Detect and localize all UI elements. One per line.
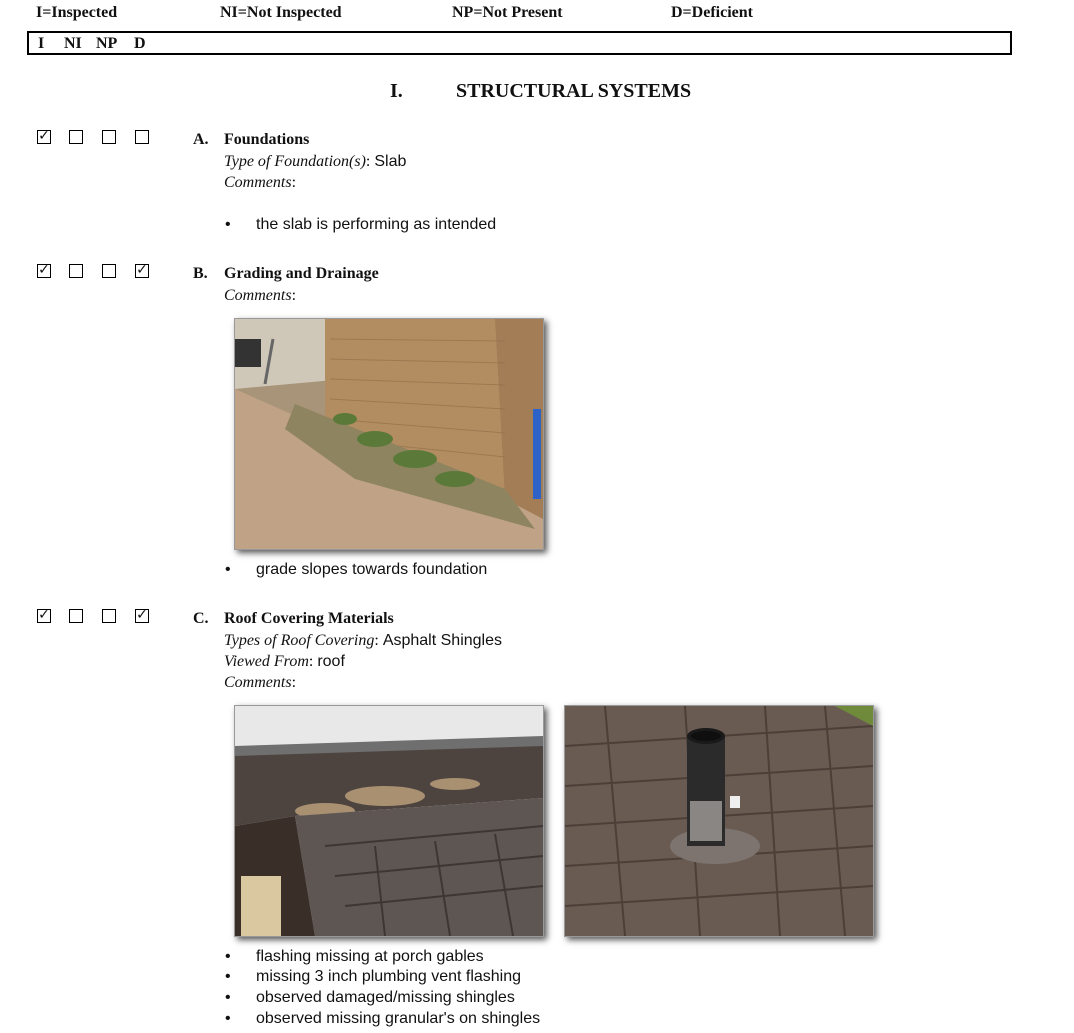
field-foundation-type: Type of Foundation(s): Slab (224, 153, 407, 170)
column-d: D (134, 35, 146, 52)
list-item: • missing 3 inch plumbing vent flashing (256, 968, 521, 986)
item-title: Roof Covering Materials (224, 610, 394, 627)
legend-not-present: NP=Not Present (452, 4, 563, 21)
column-ni: NI (64, 35, 82, 52)
item-title: Foundations (224, 131, 310, 148)
roof-flashing-photo-image (235, 706, 543, 936)
list-item: • observed damaged/missing shingles (256, 989, 515, 1007)
field-comments: Comments: (224, 174, 297, 191)
checkbox-not-present[interactable] (102, 130, 116, 144)
checkbox-inspected[interactable]: ✓ (38, 262, 50, 278)
section-title: STRUCTURAL SYSTEMS (456, 80, 692, 102)
checkbox-deficient[interactable]: ✓ (136, 607, 148, 623)
item-title: Grading and Drainage (224, 265, 379, 282)
legend-not-inspected: NI=Not Inspected (220, 4, 342, 21)
plumbing-vent-photo-image (565, 706, 873, 936)
legend-deficient: D=Deficient (671, 4, 753, 21)
field-comments: Comments: (224, 287, 297, 304)
field-roof-type: Types of Roof Covering: Asphalt Shingles (224, 632, 502, 649)
grading-photo-image (235, 319, 543, 549)
section-number: I. (390, 80, 403, 102)
column-np: NP (96, 35, 118, 52)
checkbox-not-inspected[interactable] (69, 130, 83, 144)
checkbox-deficient[interactable]: ✓ (136, 262, 148, 278)
checkbox-not-present[interactable] (102, 609, 116, 623)
list-item: • grade slopes towards foundation (256, 561, 487, 579)
legend-inspected: I=Inspected (36, 4, 118, 21)
list-item: • observed missing granular's on shingles (256, 1010, 540, 1028)
field-comments: Comments: (224, 674, 297, 691)
list-item: • the slab is performing as intended (256, 216, 496, 234)
field-viewed-from: Viewed From: roof (224, 653, 345, 670)
roof-flashing-photo (234, 705, 544, 937)
item-letter: A. (193, 131, 209, 148)
list-item: • flashing missing at porch gables (256, 948, 484, 966)
column-header-bar (27, 31, 1012, 55)
checkbox-inspected[interactable]: ✓ (38, 607, 50, 623)
item-letter: C. (193, 610, 209, 627)
checkbox-not-present[interactable] (102, 264, 116, 278)
item-letter: B. (193, 265, 208, 282)
checkbox-not-inspected[interactable] (69, 264, 83, 278)
checkbox-inspected[interactable]: ✓ (38, 128, 50, 144)
grading-photo (234, 318, 544, 550)
column-i: I (38, 35, 45, 52)
checkbox-not-inspected[interactable] (69, 609, 83, 623)
plumbing-vent-photo (564, 705, 874, 937)
checkbox-deficient[interactable] (135, 130, 149, 144)
